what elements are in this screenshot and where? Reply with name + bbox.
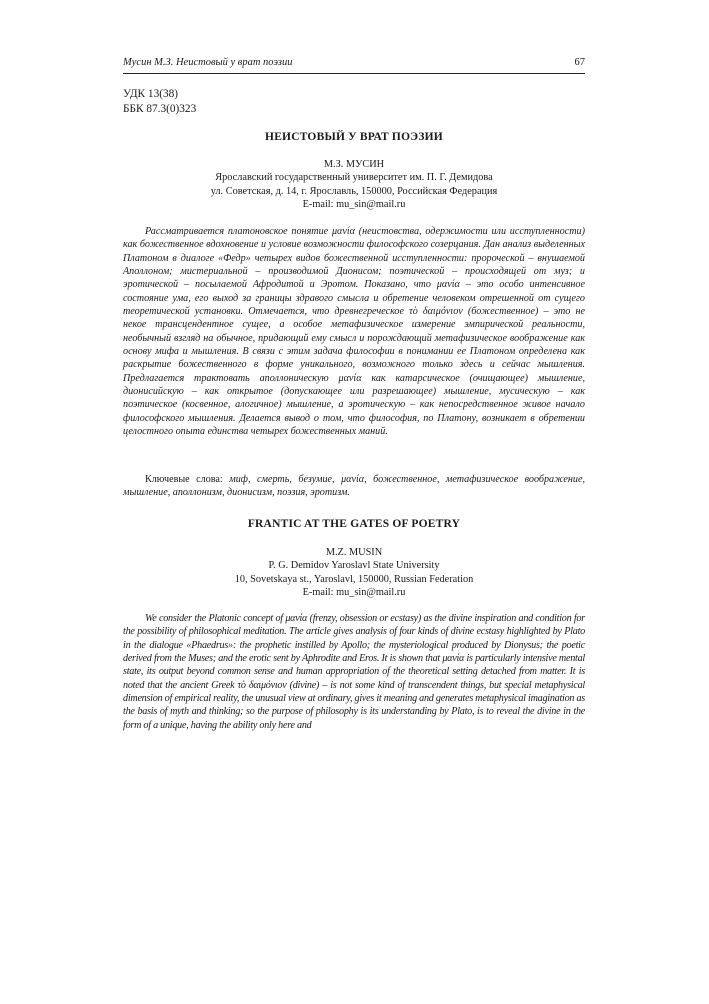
email-en: E-mail: mu_sin@mail.ru <box>302 587 406 599</box>
page-number: 67 <box>574 57 585 68</box>
abstract-en-text: We consider the Platonic concept of μανία (frenzy, obsession or ecstasy) as the divine inspiration and condition for the possibility of philosophical meditation. The article gives analysis of four kinds of divine ecstasy highlighted by Plato in the dialogue «Phaedrus»: the prophetic instilled by Apollo; the mysteriological produced by Dionysus; the poetic derived from the Muses; and the erotic sent by Aphrodite and Eros. It is shown that μανία is particularly intensive mental state, its output beyond common sense and human appropriation of the theoretical setting detached from matter. It is noted that the ancient Greek τὸ δαιμόνιον (divine) – is not some kind of transcendent things, but special metaphysical dimension of empirical reality, the unusual view at ordinary, gives it meaning and generates metaphysical imagination as the basis of myth and thinking; so the purpose of philosophy is its understanding by Plato, is to reveal the divine in the form of a unique, having the ability only here and <box>123 613 585 731</box>
abstract-ru-text: Рассматривается платоновское понятие μανία (неистовства, одержимости или исступленности) как божественное вдохновение и условие возможности философского созерцания. Дан анализ выделенных Платоном в диалоге «Федр» четырех видов божественной исступленности: пророческой – внушаемой Аполлоном; мистериальной – производимой Дионисом; поэтической – происходящей от муз; и эротической – посылаемой Афродитой и Эротом. Показано, что μανία – это особо интенсивное состояние ума, его выход за границы здравого смысла и обретение человеком отрешенной от сущего теоретической установки. Отмечается, что древнегреческое τὸ δαιμόνιον (божественное) – это не некое трансцендентное сущее, а особое метафизическое измерение эмпирической реальности, необычный взгляд на обычное, придающий ему смысл и порождающий метафизическое воображение как основу мифа и мышления. В связи с этим задача философии в понимании ее Платоном определена как раскрытие божественного в форме уникального, возможного только здесь и сейчас мышления. Предлагается трактовать аполлоническую μανία как катарсическое (очищающее) мышление, дионисийскую – как открытое (допускающее или разрешающее) мышление, мусическую – как поэтическое (косвенное, алогичное) мышление, а эротическую – как непосредственное живое начало философского мышления. Делается вывод о том, что философия, по Платону, возникает в обретении целостного опыта единства четырех божественных маний. <box>123 226 585 438</box>
affiliation-en: P. G. Demidov Yaroslavl State University <box>268 560 440 572</box>
address-en: 10, Sovetskaya st., Yaroslavl, 150000, Russian Federation <box>234 573 474 585</box>
keywords-label: Ключевые слова: <box>145 474 230 485</box>
author-name-ru: М.З. МУСИН <box>323 159 385 170</box>
article-title-ru: НЕИСТОВЫЙ У ВРАТ ПОЭЗИИ <box>265 131 443 143</box>
abstract-en <box>123 612 585 732</box>
abstract-ru <box>123 225 585 439</box>
udk-code: УДК 13(38) <box>123 88 179 100</box>
running-head <box>123 57 585 74</box>
address-ru: ул. Советская, д. 14, г. Ярославль, 150000, Российская Федерация <box>210 185 498 197</box>
article-title-en: FRANTIC AT THE GATES OF POETRY <box>247 518 461 530</box>
keywords-ru <box>123 473 585 500</box>
classification-codes <box>123 87 196 117</box>
author-block-en <box>123 546 585 600</box>
email-ru: E-mail: mu_sin@mail.ru <box>302 199 406 211</box>
author-block-ru <box>123 158 585 212</box>
author-name-en: M.Z. MUSIN <box>325 547 383 558</box>
keywords-list: миф, смерть, безумие, μανία, божественное, метафизическое воображение, мышление, аполлонизм, дионисизм, поэзия, эротизм. <box>123 474 585 499</box>
affiliation-ru: Ярославский государственный университет им. П. Г. Демидова <box>215 172 493 184</box>
bbk-code: ББК 87.3(0)323 <box>123 103 197 115</box>
running-head-title: Мусин М.З. Неистовый у врат поэзии <box>123 57 293 68</box>
